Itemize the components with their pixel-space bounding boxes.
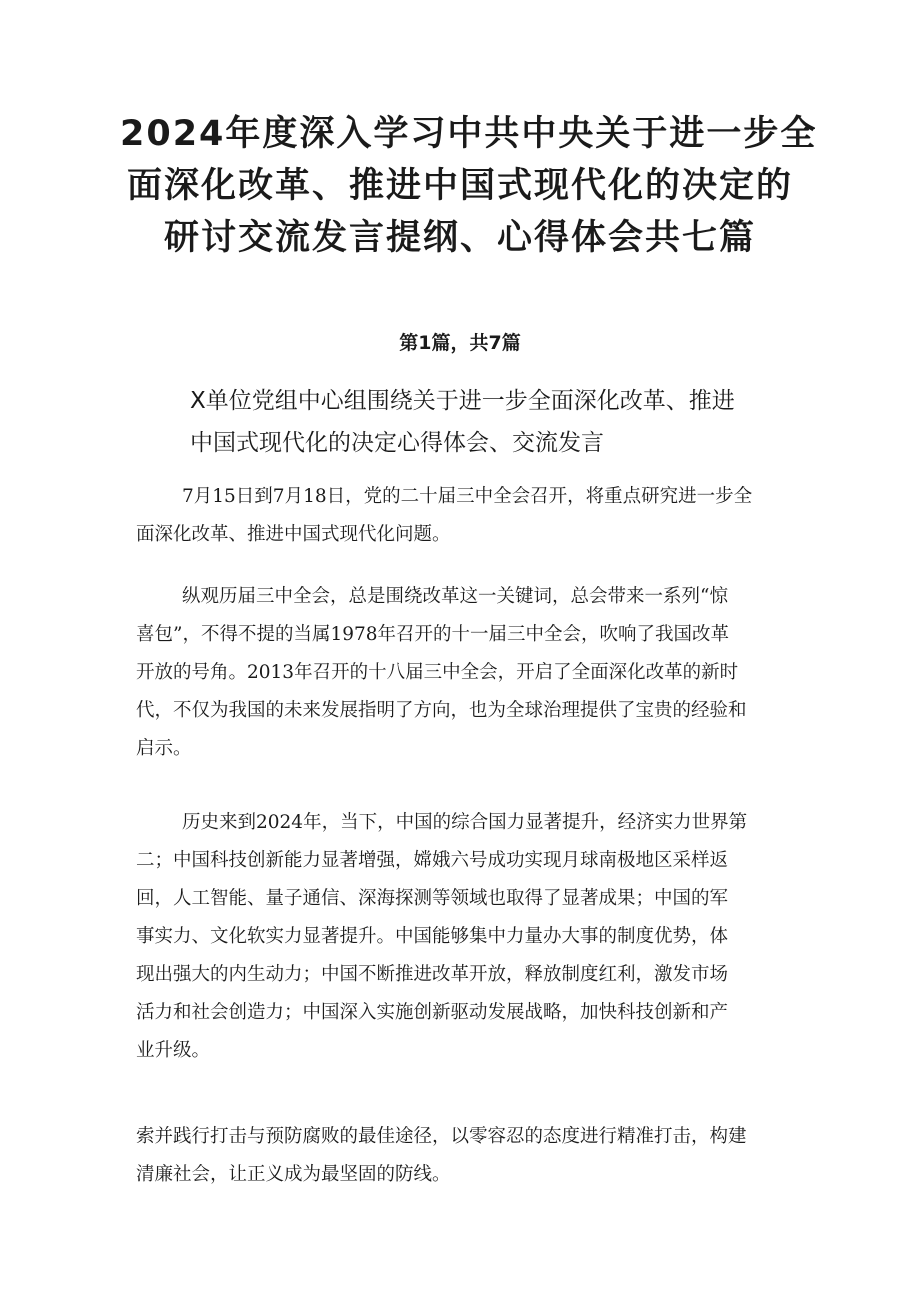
document-title (120, 108, 818, 264)
paragraph-line: 回，人工智能、量子通信、深海探测等领域也取得了显著成果；中国的军 (136, 888, 729, 909)
paragraph-line: 历史来到2024年，当下，中国的综合国力显著提升，经济实力世界第 (182, 812, 748, 833)
paragraph-2 (136, 578, 796, 768)
paragraph-line: 纵观历届三中全会，总是围绕改革这一关键词，总会带来一系列“惊 (182, 586, 728, 607)
paragraph-line: 7月15日到7月18日，党的二十届三中全会召开，将重点研究进一步全 (182, 486, 753, 507)
paragraph-line: 索并践行打击与预防腐败的最佳途径，以零容忍的态度进行精准打击，构建 (136, 1126, 747, 1147)
paragraph-line: 面深化改革、推进中国式现代化问题。 (136, 524, 451, 545)
paragraph-line: 开放的号角。2013年召开的十八届三中全会，开启了全面深化改革的新时 (136, 662, 739, 683)
title-line: 研讨交流发言提纲、心得体会共七篇 (163, 218, 756, 258)
paragraph-4 (136, 1118, 796, 1194)
paragraph-line: 清廉社会，让正义成为最坚固的防线。 (136, 1164, 451, 1185)
paragraph-line: 启示。 (136, 738, 192, 759)
paragraph-3 (136, 804, 796, 1070)
paragraph-line: 代，不仅为我国的未来发展指明了方向，也为全球治理提供了宝贵的经验和 (136, 700, 747, 721)
title-line: 2024年度深入学习中共中央关于进一步全 (120, 114, 818, 154)
paragraph-line: 业升级。 (136, 1040, 211, 1061)
paragraph-line: 事实力、文化软实力显著提升。中国能够集中力量办大事的制度优势，体 (136, 926, 729, 947)
title-line: 面深化改革、推进中国式现代化的决定的 (126, 166, 793, 206)
paragraph-1 (136, 478, 796, 554)
subtitle-line: X单位党组中心组围绕关于进一步全面深化改革、推进 (190, 388, 735, 414)
part-label: 第1篇，共7篇 (399, 332, 521, 354)
paragraph-line: 现出强大的内生动力；中国不断推进改革开放，释放制度红利，激发市场 (136, 964, 729, 985)
subtitle-line: 中国式现代化的决定心得体会、交流发言 (190, 430, 604, 456)
paragraph-line: 二；中国科技创新能力显著增强，嫦娥六号成功实现月球南极地区采样返 (136, 850, 729, 871)
article-subtitle (190, 380, 810, 464)
paragraph-line: 喜包”，不得不提的当属1978年召开的十一届三中全会，吹响了我国改革 (136, 624, 730, 645)
paragraph-line: 活力和社会创造力；中国深入实施创新驱动发展战略，加快科技创新和产 (136, 1002, 729, 1023)
